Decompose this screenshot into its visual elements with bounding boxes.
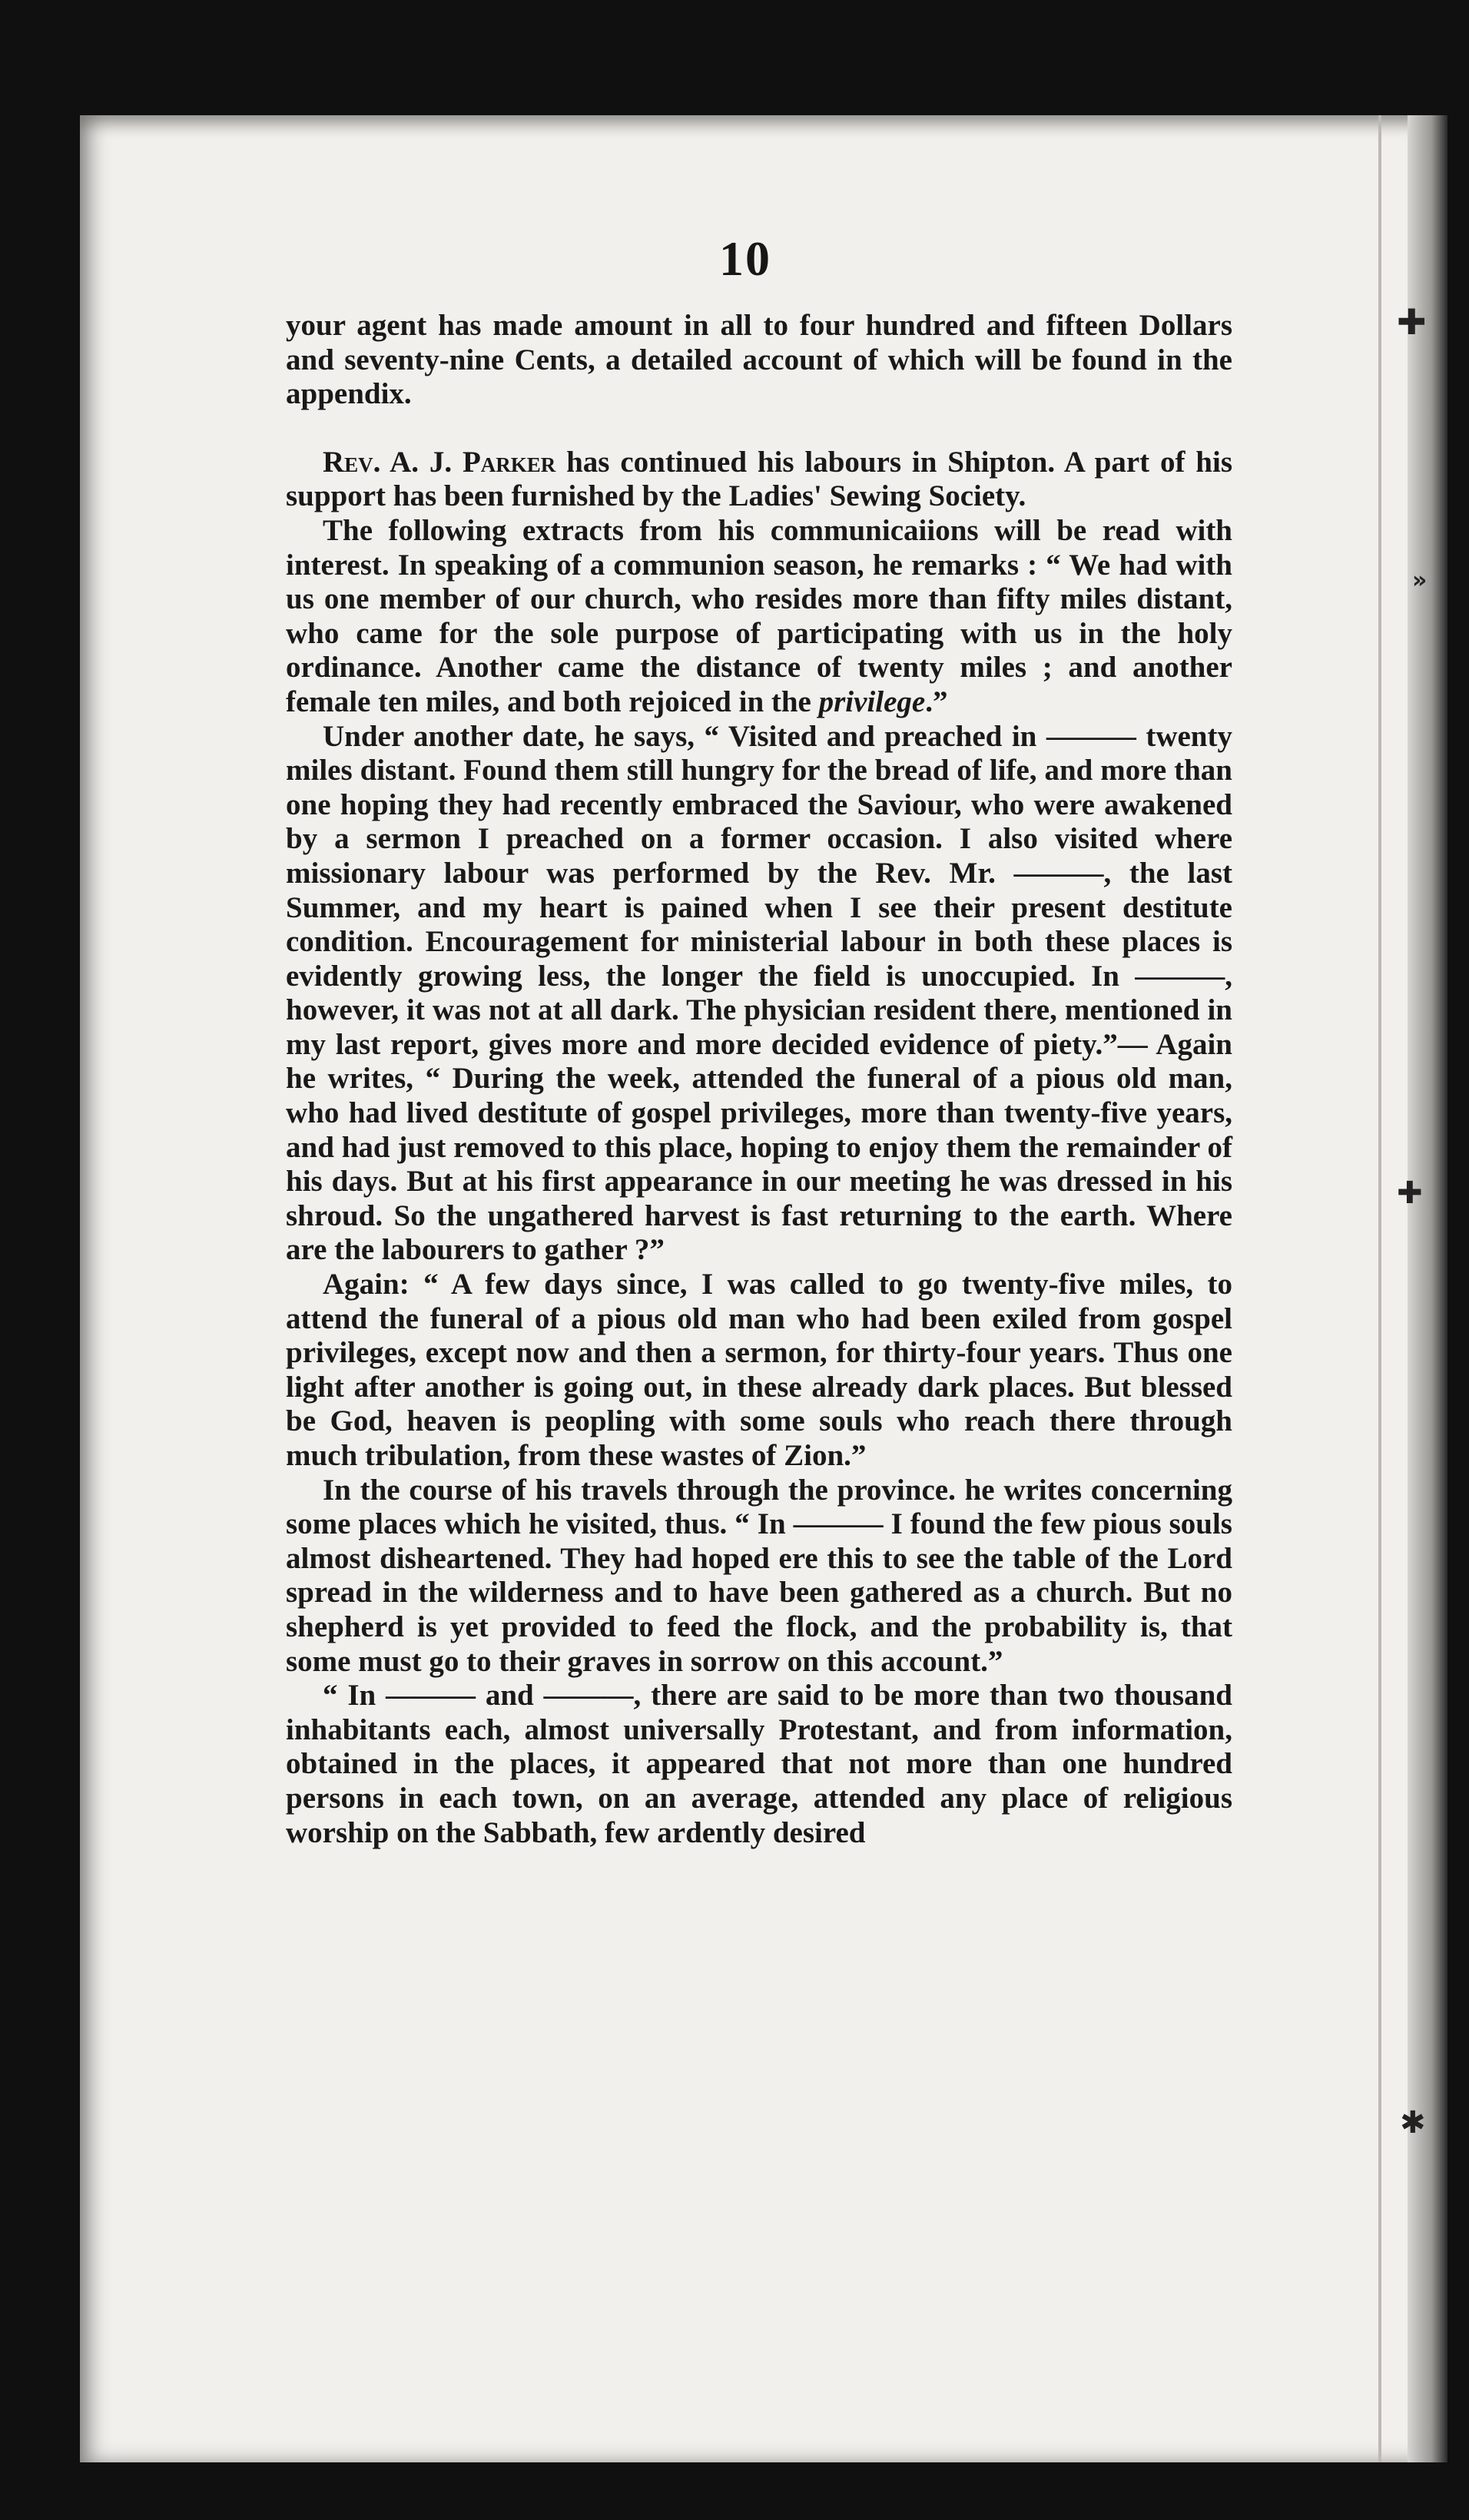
page-fold-line bbox=[1378, 115, 1381, 2462]
paragraph bbox=[286, 446, 1232, 514]
binding-mark-icon: ✱ bbox=[1400, 2105, 1426, 2140]
paragraph-text: .” bbox=[925, 685, 948, 718]
italic-word: privilege bbox=[818, 685, 926, 718]
binding-mark-icon: ✚ bbox=[1397, 1175, 1423, 1211]
paragraph: “ In ——— and ———, there are said to be more than two thousand inhabitants each, almost universally Protestant, and from information, obtained in the places, it appeared that not more than one hundred persons in each town, on an average, attended any place of religious worship on the Sabbath, few ardently desired bbox=[286, 1679, 1232, 1849]
paragraph: Again: “ A few days since, I was called to go twenty-five miles, to attend the funeral of a pious old man who had been exiled from gospel privileges, except now and then a sermon, for thirty-four years. Thus one light after another is going out, in these already dark places. But blessed be God, heaven is peopling with some souls who reach there through much tribulation, from these wastes of Zion.” bbox=[286, 1268, 1232, 1472]
missionary-name: Rev. A. J. Parker bbox=[323, 445, 556, 479]
paragraph-text: has continued his labours in Shipton. A part of his support has been furnished by the Ladies' Sewing Society. bbox=[286, 445, 1233, 513]
paragraph: In the course of his travels through the province. he writes concerning some places which he visited, thus. “ In ——— I found the few pious souls almost disheartened. They had hoped ere this to see the table of the Lord spread in the wilderness and to have been gathered as a church. But no shepherd is yet provided to feed the flock, and the probability is, that some must go to their graves in sorrow on this account.” bbox=[286, 1473, 1232, 1678]
paragraph bbox=[286, 514, 1232, 720]
page-number: 10 bbox=[719, 231, 771, 286]
binding-mark-icon: » bbox=[1412, 567, 1428, 594]
body-text bbox=[286, 309, 1232, 1850]
paragraph: Under another date, he says, “ Visited and preached in ——— twenty miles distant. Found them still hungry for the bread of life, and more than one hoping they had recently embraced the Saviour, who were awakened by a sermon I preached on a former occasion. I also visited where missionary labour was performed by the Rev. Mr. ———, the last Summer, and my heart is pained when I see their present destitute condition. Encouragement for ministerial labour in both these places is evidently growing less, the longer the field is unoccupied. In ———, however, it was not at all dark. The physician resident there, mentioned in my last report, gives more and more decided evidence of piety.”— Again he writes, “ During the week, attended the funeral of a pious old man, who had lived destitute of gospel privileges, more than twenty-five years, and had just removed to this place, hoping to enjoy them the remainder of his days. But at his first appearance in our meeting he was dressed in his shroud. So the ungathered harvest is fast returning to the earth. Where are the labourers to gather ?” bbox=[286, 719, 1232, 1267]
paragraph-text: The following extracts from his communicaiions will be read with interest. In speaking of a communion season, he remarks : “ We had with us one member of our church, who resides more than fifty miles distant, who came for the sole purpose of participating with us in the holy ordinance. Another came the distance of twenty miles ; and another female ten miles, and both rejoiced in the bbox=[286, 513, 1232, 718]
paragraph: your agent has made amount in all to four hundred and fifteen Dollars and seventy-nine Cents, a detailed account of which will be found in the appendix. bbox=[286, 309, 1232, 411]
binding-mark-icon: ✚ bbox=[1397, 301, 1427, 343]
